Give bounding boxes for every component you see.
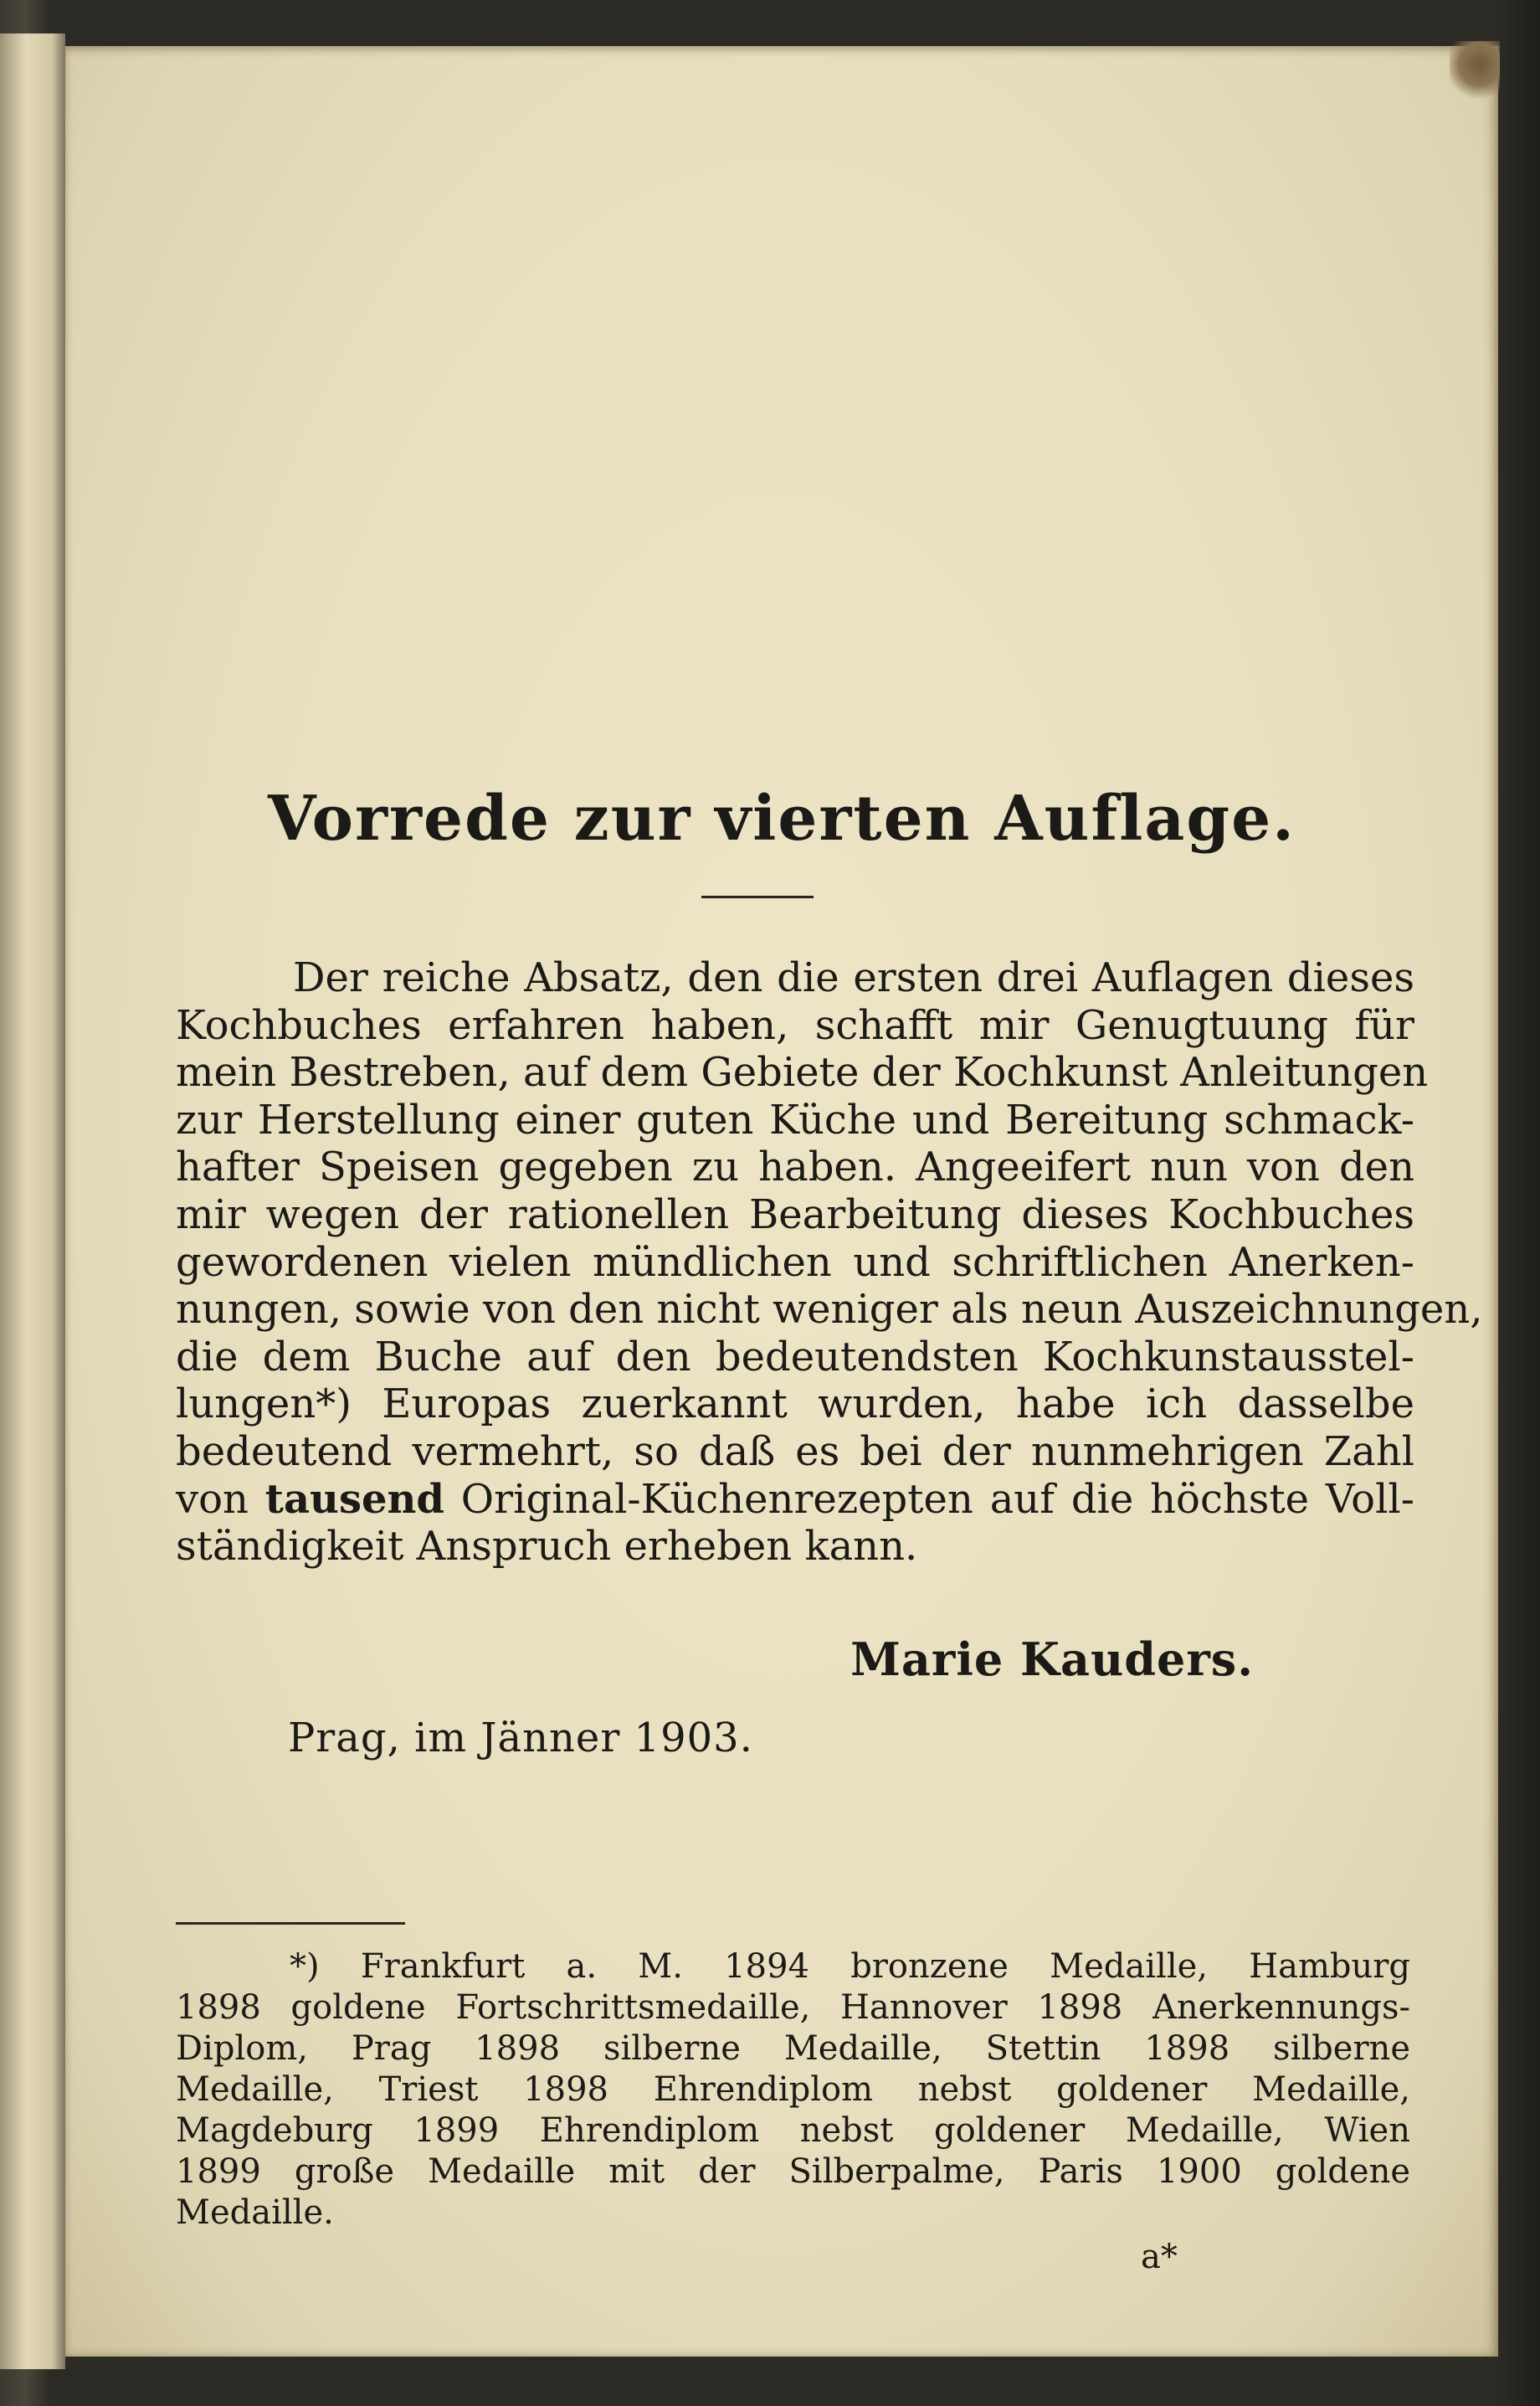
footnote-line: Medaille. xyxy=(176,2193,334,2232)
preface-body xyxy=(176,954,1483,1571)
body-line-emphasis xyxy=(176,1476,1414,1524)
book-spine-edge xyxy=(0,33,65,2369)
sheet-signature: a* xyxy=(1141,2238,1178,2276)
body-line: bedeutend vermehrt, so daß es bei der nunmehrigen Zahl xyxy=(176,1427,1414,1475)
book-page xyxy=(65,46,1498,2357)
body-line: Kochbuches erfahren haben, schafft mir Genugtuung für xyxy=(176,1001,1414,1049)
body-line: die dem Buche auf den bedeutendsten Kochkunstausstel- xyxy=(176,1333,1414,1380)
body-line: ständigkeit Anspruch erheben kann. xyxy=(176,1523,918,1571)
page-title: Vorrede zur vierten Auflage. xyxy=(268,783,1296,855)
footnote-line: Medaille, Triest 1898 Ehrendiplom nebst goldener Medaille, xyxy=(176,2070,1410,2109)
body-text-fragment: Original-Küchenrezepten auf die höchste Voll- xyxy=(444,1475,1414,1523)
page-corner-stain xyxy=(1450,41,1500,100)
body-line: zur Herstellung einer guten Küche und Bereitung schmack- xyxy=(176,1096,1414,1144)
body-line: mir wegen der rationellen Bearbeitung dieses Kochbuches xyxy=(176,1190,1414,1238)
footnote-line: 1898 goldene Fortschrittsmedaille, Hannover 1898 Anerkennungs- xyxy=(176,1988,1410,2027)
body-text-fragment: von xyxy=(176,1475,265,1523)
body-line: hafter Speisen gegeben zu haben. Angeeifert nun von den xyxy=(176,1144,1414,1191)
author-signature: Marie Kauders. xyxy=(850,1632,1254,1686)
footnote-line: *) Frankfurt a. M. 1894 bronzene Medaille, Hamburg xyxy=(290,1947,1410,1986)
title-divider xyxy=(701,896,814,898)
footnote-line: 1899 große Medaille mit der Silberpalme, Paris 1900 goldene xyxy=(176,2152,1410,2191)
body-line: Der reiche Absatz, den die ersten drei Auflagen dieses xyxy=(293,954,1414,1001)
body-line: gewordenen vielen mündlichen und schriftlichen Anerken- xyxy=(176,1238,1414,1286)
footnote-divider xyxy=(176,1922,405,1925)
body-line: nungen, sowie von den nicht weniger als neun Auszeichnungen, xyxy=(176,1286,1483,1334)
body-line: lungen*) Europas zuerkannt wurden, habe ich dasselbe xyxy=(176,1380,1414,1428)
footnote xyxy=(176,1946,1410,2234)
footnote-line: Diplom, Prag 1898 silberne Medaille, Stettin 1898 silberne xyxy=(176,2029,1410,2068)
emphasized-word: tausend xyxy=(264,1475,444,1523)
footnote-line: Magdeburg 1899 Ehrendiplom nebst goldener Medaille, Wien xyxy=(176,2111,1410,2150)
place-date: Prag, im Jänner 1903. xyxy=(288,1715,753,1761)
body-line: mein Bestreben, auf dem Gebiete der Kochkunst Anleitungen xyxy=(176,1049,1429,1097)
